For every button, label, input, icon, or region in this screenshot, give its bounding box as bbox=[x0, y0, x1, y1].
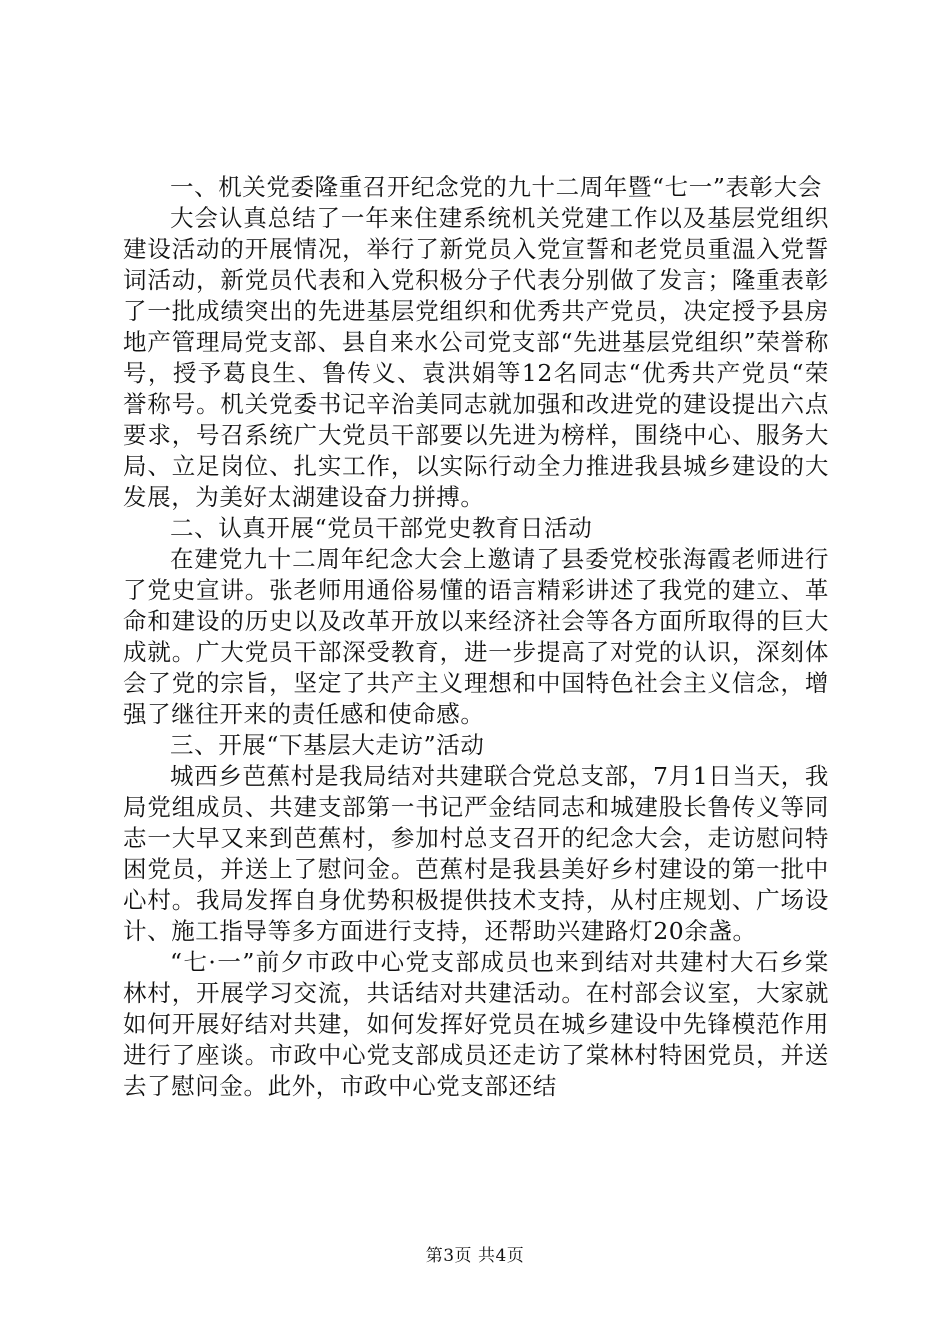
document-body bbox=[123, 172, 829, 1102]
heading-section-3: 三、开展“下基层大走访”活动 bbox=[170, 731, 485, 759]
paragraph-bajiao-village: 城西乡芭蕉村是我局结对共建联合党总支部，7月1日当天，我局党组成员、共建支部第一书记严金结同志和城建股长鲁传义等同志一大早又来到芭蕉村，参加村总支召开的纪念大会，走访慰问特困党员，并送上了慰问金。芭蕉村是我县美好乡村建设的第一批中心村。我局发挥自身优势积极提供技术支持，从村庄规划、广场设计、施工指导等多方面进行支持，还帮助兴建路灯20余盏。 bbox=[123, 762, 829, 945]
page-number-footer: 第3页 共4页 bbox=[425, 1246, 525, 1266]
paragraph-history-lecture: 在建党九十二周年纪念大会上邀请了县委党校张海霞老师进行了党史宣讲。张老师用通俗易懂的语言精彩讲述了我党的建立、革命和建设的历史以及改革开放以来经济社会等各方面所取得的巨大成就。广大党员干部深受教育，进一步提高了对党的认识，深刻体会了党的宗旨，坚定了共产主义理想和中国特色社会主义信念，增强了继往开来的责任感和使命感。 bbox=[123, 545, 829, 728]
paragraph-awards-meeting: 大会认真总结了一年来住建系统机关党建工作以及基层党组织建设活动的开展情况，举行了新党员入党宣誓和老党员重温入党誓词活动，新党员代表和入党积极分子代表分别做了发言；隆重表彰了一批成绩突出的先进基层党组织和优秀共产党员，决定授予县房地产管理局党支部、县自来水公司党支部“先进基层党组织”荣誉称号，授予葛良生、鲁传义、袁洪娟等12名同志“优秀共产党员“荣誉称号。机关党委书记辛治美同志就加强和改进党的建设提出六点要求，号召系统广大党员干部要以先进为榜样，围绕中心、服务大局、立足岗位、扎实工作，以实际行动全力推进我县城乡建设的大发展，为美好太湖建设奋力拼搏。 bbox=[123, 204, 829, 511]
paragraph-tanglin-village: “七·一”前夕市政中心党支部成员也来到结对共建村大石乡棠林村，开展学习交流，共话结对共建活动。在村部会议室，大家就如何开展好结对共建，如何发挥好党员在城乡建设中先锋模范作用进行了座谈。市政中心党支部成员还走访了棠林村特困党员，并送去了慰问金。此外，市政中心党支部还结 bbox=[123, 948, 829, 1100]
heading-section-2: 二、认真开展“党员干部党史教育日活动 bbox=[170, 514, 593, 542]
heading-section-1: 一、机关党委隆重召开纪念党的九十二周年暨“七一”表彰大会 bbox=[170, 173, 822, 201]
